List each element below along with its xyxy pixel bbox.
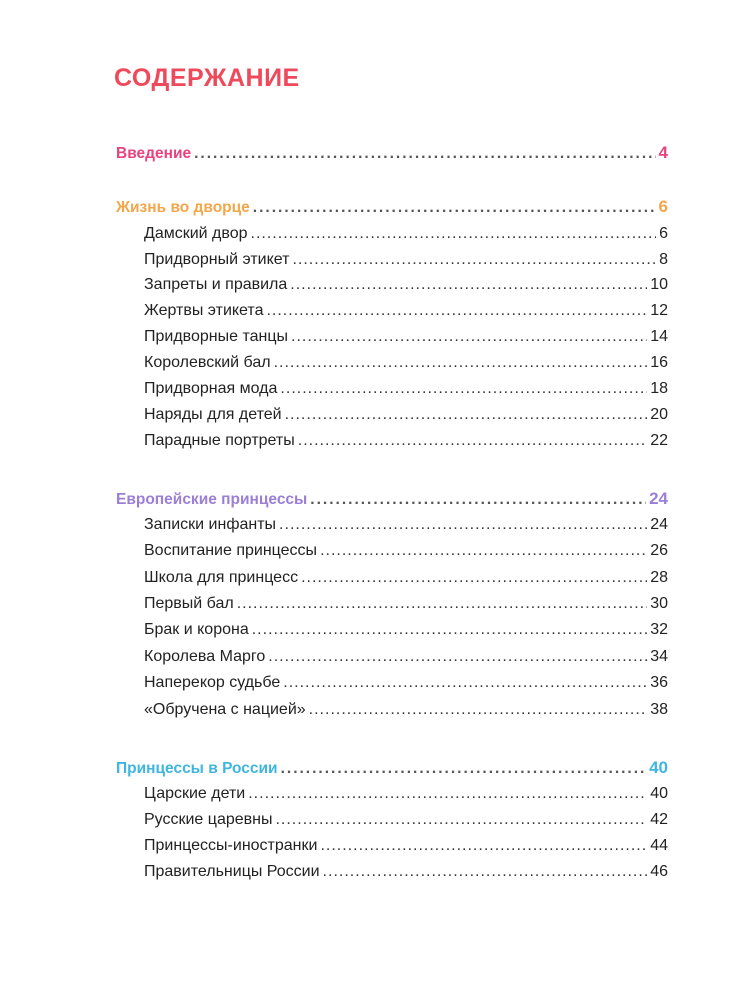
toc-item[interactable]	[144, 811, 668, 833]
toc-page-number: 28	[650, 569, 668, 586]
toc-page-number: 26	[650, 542, 668, 559]
toc-item-label: Русские царевны	[144, 811, 273, 828]
toc-page-number: 40	[649, 758, 668, 777]
dot-leader	[285, 406, 648, 424]
toc-section-introduction[interactable]	[116, 143, 668, 165]
toc-section-princesses-russia[interactable]	[116, 758, 668, 780]
toc-page-number: 44	[650, 837, 668, 854]
toc-section-label: Принцессы в России	[116, 760, 278, 777]
toc-item[interactable]	[144, 516, 668, 538]
toc-item[interactable]	[144, 785, 668, 807]
toc-page-number: 14	[650, 328, 668, 345]
toc-item-label: Запреты и правила	[144, 276, 288, 293]
toc-page-number: 6	[659, 225, 668, 242]
toc-page-number: 42	[650, 811, 668, 828]
toc-item-label: Придворные танцы	[144, 328, 289, 345]
dot-leader	[320, 837, 647, 855]
toc-item[interactable]	[144, 380, 668, 402]
toc-item[interactable]	[144, 648, 668, 670]
toc-section-european-princesses[interactable]	[116, 489, 668, 511]
dot-leader	[323, 863, 648, 881]
toc-item-label: Воспитание принцессы	[144, 542, 318, 559]
toc-page-number: 6	[658, 197, 668, 216]
toc-page-number: 46	[650, 863, 668, 880]
dot-leader	[292, 251, 656, 269]
page-title: СОДЕРЖАНИЕ	[114, 64, 300, 92]
toc-page-number: 16	[650, 354, 668, 371]
toc-page-number: 24	[650, 516, 668, 533]
toc-item[interactable]	[144, 328, 668, 350]
toc-item-label: Придворная мода	[144, 380, 278, 397]
toc-section-label: Введение	[116, 145, 192, 162]
dot-leader	[252, 621, 647, 639]
toc-item-label: «Обручена с нацией»	[144, 701, 306, 718]
toc-item[interactable]	[144, 569, 668, 591]
dot-leader	[266, 302, 647, 320]
toc-item[interactable]	[144, 354, 668, 376]
toc-page-number: 10	[650, 276, 668, 293]
dot-leader	[251, 225, 657, 243]
toc-item-label: Королевский бал	[144, 354, 271, 371]
toc-item[interactable]	[144, 837, 668, 859]
toc-section-label: Жизнь во дворце	[116, 199, 250, 216]
toc-page-number: 8	[659, 251, 668, 268]
toc-item-label: Первый бал	[144, 595, 234, 612]
toc-page-number: 24	[649, 489, 668, 508]
toc-item-label: Царские дети	[144, 785, 246, 802]
dot-leader	[275, 811, 647, 829]
dot-leader	[194, 145, 655, 163]
toc-item-label: Брак и корона	[144, 621, 249, 638]
toc-page-number: 38	[650, 701, 668, 718]
toc-item[interactable]	[144, 276, 668, 298]
dot-leader	[281, 760, 647, 778]
toc-page-number: 18	[650, 380, 668, 397]
toc-item-label: Наряды для детей	[144, 406, 282, 423]
toc-page-number: 12	[650, 302, 668, 319]
toc-section-label: Европейские принцессы	[116, 491, 308, 508]
toc-item-label: Принцессы-иностранки	[144, 837, 318, 854]
toc-item[interactable]	[144, 432, 668, 454]
toc-item[interactable]	[144, 595, 668, 617]
dot-leader	[237, 595, 647, 613]
dot-leader	[291, 328, 647, 346]
toc-item-label: Придворный этикет	[144, 251, 290, 268]
toc-item-label: Дамский двор	[144, 225, 248, 242]
toc-page-number: 32	[650, 621, 668, 638]
toc-section-palace-life[interactable]	[116, 197, 668, 219]
toc-item-label: Наперекор судьбе	[144, 674, 281, 691]
toc-item-label: Записки инфанты	[144, 516, 277, 533]
toc-item[interactable]	[144, 251, 668, 273]
dot-leader	[253, 199, 656, 217]
toc-item[interactable]	[144, 674, 668, 696]
toc-item[interactable]	[144, 406, 668, 428]
toc-page-number: 4	[658, 143, 668, 162]
toc-item[interactable]	[144, 542, 668, 564]
toc-item[interactable]	[144, 302, 668, 324]
dot-leader	[274, 354, 648, 372]
toc-page-number: 22	[650, 432, 668, 449]
toc-page-number: 36	[650, 674, 668, 691]
dot-leader	[280, 380, 647, 398]
toc-item[interactable]	[144, 863, 668, 885]
dot-leader	[298, 432, 647, 450]
toc-item[interactable]	[144, 621, 668, 643]
toc-item-label: Жертвы этикета	[144, 302, 264, 319]
dot-leader	[320, 542, 647, 560]
toc-page-number: 40	[650, 785, 668, 802]
toc-page-number: 30	[650, 595, 668, 612]
toc-item-label: Школа для принцесс	[144, 569, 299, 586]
toc-page-number: 34	[650, 648, 668, 665]
toc-item-label: Правительницы России	[144, 863, 320, 880]
dot-leader	[248, 785, 647, 803]
dot-leader	[283, 674, 647, 692]
dot-leader	[290, 276, 647, 294]
toc-item-label: Королева Марго	[144, 648, 266, 665]
dot-leader	[268, 648, 647, 666]
toc-item[interactable]	[144, 701, 668, 723]
dot-leader	[309, 701, 648, 719]
toc-page-number: 20	[650, 406, 668, 423]
dot-leader	[279, 516, 647, 534]
dot-leader	[301, 569, 647, 587]
toc-item[interactable]	[144, 225, 668, 247]
toc-item-label: Парадные портреты	[144, 432, 295, 449]
dot-leader	[310, 491, 646, 509]
